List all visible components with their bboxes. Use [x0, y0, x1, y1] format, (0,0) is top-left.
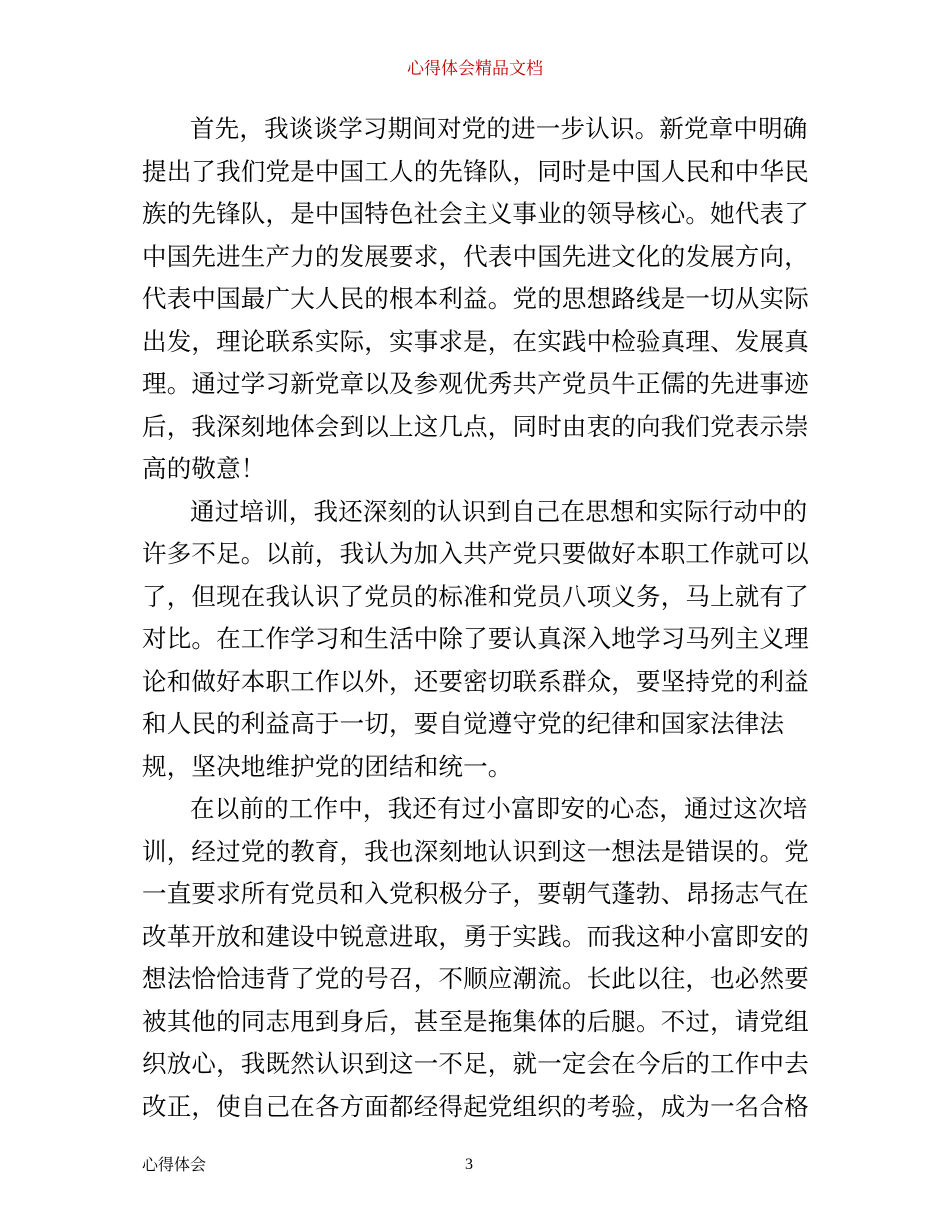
text-line: 在以前的工作中，我还有过小富即安的心态，通过这次培: [190, 794, 808, 823]
text-line: 后，我深刻地体会到以上这几点，同时由衷的向我们党表示崇: [142, 411, 809, 441]
text-line: 出发，理论联系实际，实事求是，在实践中检验真理、发展真: [142, 326, 809, 356]
text-line: 许多不足。以前，我认为加入共产党只要做好本职工作就可以: [142, 539, 809, 568]
text-line: 提出了我们党是中国工人的先锋队，同时是中国人民和中华民: [142, 156, 809, 186]
text-line: 织放心，我既然认识到这一不足，就一定会在今后的工作中去: [142, 1049, 809, 1078]
text-line: 一直要求所有党员和入党积极分子，要朝气蓬勃、昂扬志气在: [142, 879, 809, 908]
text-line: 被其他的同志甩到身后，甚至是拖集体的后腿。不过，请党组: [142, 1006, 809, 1036]
footer-label: 心得体会: [142, 1155, 207, 1174]
text-line: 理。通过学习新党章以及参观优秀共产党员牛正儒的先进事迹: [142, 369, 809, 398]
text-line: 训，经过党的教育，我也深刻地认识到这一想法是错误的。党: [142, 836, 809, 866]
text-line: 想法恰恰违背了党的号召，不顺应潮流。长此以往，也必然要: [142, 964, 809, 993]
text-line: 论和做好本职工作以外，还要密切联系群众，要坚持党的利益: [142, 666, 809, 696]
text-line: 族的先锋队，是中国特色社会主义事业的领导核心。她代表了: [142, 199, 809, 228]
text-line: 改正，使自己在各方面都经得起党组织的考验，成为一名合格: [142, 1091, 809, 1121]
text-line: 代表中国最广大人民的根本利益。党的思想路线是一切从实际: [142, 284, 809, 313]
text-line: 高的敬意！: [142, 454, 266, 483]
paragraph: [142, 491, 822, 789]
text-line: 中国先进生产力的发展要求，代表中国先进文化的发展方向，: [142, 241, 809, 271]
text-line: 规，坚决地维护党的团结和统一。: [142, 751, 513, 781]
text-line: 首先，我谈谈学习期间对党的进一步认识。新党章中明确: [190, 114, 808, 143]
document-body: [142, 108, 822, 1128]
text-line: 改革开放和建设中锐意进取，勇于实践。而我这种小富即安的: [142, 921, 809, 951]
text-line: 了，但现在我认识了党员的标准和党员八项义务，马上就有了: [142, 581, 809, 611]
document-header-title: 心得体会精品文档: [407, 59, 543, 79]
text-line: 和人民的利益高于一切，要自觉遵守党的纪律和国家法律法: [142, 709, 785, 738]
paragraph: [142, 788, 822, 1128]
page-number: 3: [465, 1156, 473, 1173]
text-line: 对比。在工作学习和生活中除了要认真深入地学习马列主义理: [142, 624, 809, 653]
paragraph: [142, 108, 822, 491]
text-line: 通过培训，我还深刻的认识到自己在思想和实际行动中的: [190, 496, 808, 526]
